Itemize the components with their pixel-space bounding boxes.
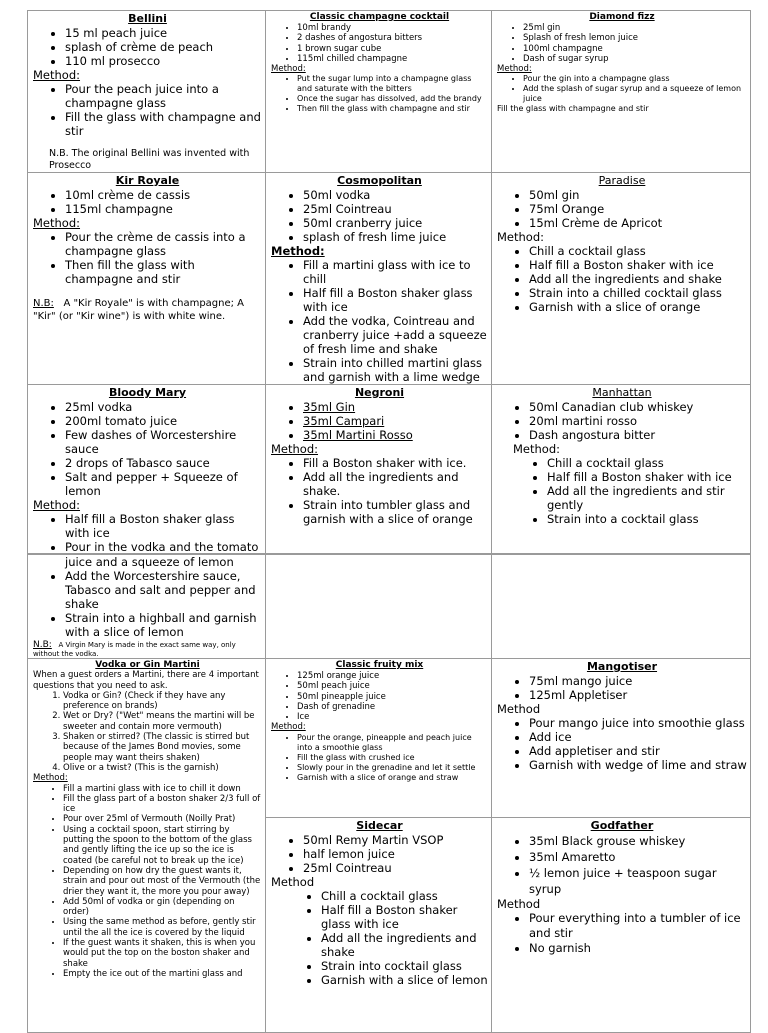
bellini-method-label: Method: bbox=[33, 68, 81, 82]
list-item: • 115ml chilled champagne bbox=[297, 54, 488, 64]
list-item: • Then fill the glass with champagne and stir bbox=[65, 258, 262, 286]
empty-cell bbox=[492, 554, 751, 659]
list-item: • 25ml vodka bbox=[65, 400, 262, 414]
bloody-mary-note bbox=[33, 641, 262, 658]
list-item: • Put the sugar lump into a champagne glass and saturate with the bitters bbox=[297, 74, 488, 94]
classic-champagne-method bbox=[271, 74, 488, 114]
list-item: • Once the sugar has dissolved, add the brandy bbox=[297, 94, 488, 104]
martini-title: Vodka or Gin Martini bbox=[95, 660, 200, 670]
cosmopolitan-cell bbox=[266, 173, 492, 385]
classic-fruity-title: Classic fruity mix bbox=[335, 660, 424, 670]
diamond-fizz-method bbox=[497, 74, 747, 104]
list-item: • Pour mango juice into smoothie glass bbox=[529, 716, 747, 730]
diamond-fizz-method-label: Method: bbox=[497, 64, 532, 75]
bloody-mary-method-label: Method: bbox=[33, 498, 81, 512]
kir-royale-title: Kir Royale bbox=[115, 174, 180, 187]
list-item: • Garnish with a slice of orange bbox=[529, 300, 747, 314]
list-item: • Fill the glass part of a boston shaker 2/3 full of ice bbox=[63, 794, 262, 815]
list-item: • Splash of fresh lemon juice bbox=[523, 33, 747, 43]
godfather-method bbox=[497, 911, 747, 956]
list-item: • 125ml orange juice bbox=[297, 671, 488, 681]
sidecar-method bbox=[271, 889, 488, 987]
list-item: • 2 drops of Tabasco sauce bbox=[65, 456, 262, 470]
cosmopolitan-method bbox=[271, 258, 488, 384]
kir-royale-note bbox=[33, 298, 262, 323]
list-item: • Fill a martini glass with ice to chill it down bbox=[63, 784, 262, 794]
list-item: • Fill the glass with crushed ice bbox=[297, 753, 488, 763]
manhattan-title: Manhattan bbox=[592, 386, 652, 399]
list-item: • Pour in the vodka and the tomato bbox=[65, 540, 262, 554]
godfather-cell bbox=[492, 818, 751, 1033]
martini-cell bbox=[28, 659, 266, 1033]
list-item: • Dash angostura bitter bbox=[529, 428, 747, 442]
list-item: • splash of crème de peach bbox=[65, 40, 262, 54]
godfather-title: Godfather bbox=[590, 819, 654, 832]
list-item: • 35ml Gin bbox=[303, 400, 488, 414]
kir-royale-note-text: A "Kir Royale" is with champagne; A "Kir" (or "Kir wine") is with white wine. bbox=[33, 298, 245, 322]
list-item: • Few dashes of Worcestershire sauce bbox=[65, 428, 262, 456]
list-item: • Chill a cocktail glass bbox=[529, 244, 747, 258]
list-item: • Half fill a Boston shaker glass with ice bbox=[65, 512, 262, 540]
list-item: • 35ml Martini Rosso bbox=[303, 428, 488, 442]
list-item: • Then fill the glass with champagne and stir bbox=[297, 104, 488, 114]
bellini-title: Bellini bbox=[128, 12, 167, 25]
negroni-method bbox=[271, 456, 488, 526]
sidecar-ingredients bbox=[271, 833, 488, 875]
list-item: • Strain into a chilled cocktail glass bbox=[529, 286, 747, 300]
list-item: • Pour the crème de cassis into a champagne glass bbox=[65, 230, 262, 258]
list-item: • Dash of sugar syrup bbox=[523, 54, 747, 64]
manhattan-method bbox=[497, 456, 747, 526]
cosmopolitan-ingredients bbox=[271, 188, 488, 244]
list-item: • 115ml champagne bbox=[65, 202, 262, 216]
classic-fruity-method bbox=[271, 733, 488, 783]
diamond-fizz-tail: Fill the glass with champagne and stir bbox=[497, 104, 649, 114]
classic-champagne-method-label: Method: bbox=[271, 64, 306, 75]
classic-champagne-title: Classic champagne cocktail bbox=[309, 12, 450, 22]
list-item: • Ice bbox=[297, 712, 488, 722]
bloody-mary-title: Bloody Mary bbox=[108, 386, 187, 399]
list-item: • 25ml Cointreau bbox=[303, 861, 488, 875]
manhattan-ingredients bbox=[497, 400, 747, 442]
negroni-cell bbox=[266, 385, 492, 555]
negroni-title: Negroni bbox=[354, 386, 405, 399]
list-item: • Add 50ml of vodka or gin (depending on order) bbox=[63, 897, 262, 918]
list-item: • Pour the orange, pineapple and peach juice into a smoothie glass bbox=[297, 733, 488, 753]
kir-royale-note-label: N.B: bbox=[33, 298, 54, 309]
list-item: • 75ml mango juice bbox=[529, 674, 747, 688]
sidecar-method-label: Method bbox=[271, 875, 315, 889]
list-item: • 10ml brandy bbox=[297, 23, 488, 33]
bellini-note: N.B. The original Bellini was invented with Prosecco bbox=[49, 148, 250, 171]
list-item: • Strain into chilled martini glass and garnish with a lime wedge bbox=[303, 356, 488, 384]
paradise-method-label: Method: bbox=[497, 230, 545, 244]
list-item: • 110 ml prosecco bbox=[65, 54, 262, 68]
list-item: • Strain into a cocktail glass bbox=[547, 512, 747, 526]
diamond-fizz-ingredients bbox=[497, 23, 747, 64]
mangotiser-cell bbox=[492, 659, 751, 818]
mangotiser-ingredients bbox=[497, 674, 747, 702]
list-item: • Half fill a Boston shaker with ice bbox=[529, 258, 747, 272]
mangotiser-method-label: Method bbox=[497, 702, 541, 716]
recipe-table-page-2 bbox=[27, 553, 751, 1033]
bloody-mary-continued-text: juice and a squeeze of lemon bbox=[65, 555, 234, 569]
list-item: • Depending on how dry the guest wants it, strain and pour out most of the Vermouth (the drier they want it, the more you pour away) bbox=[63, 866, 262, 897]
sidecar-title: Sidecar bbox=[356, 819, 403, 832]
list-item: • Strain into tumbler glass and garnish with a slice of orange bbox=[303, 498, 488, 526]
list-item: • 20ml martini rosso bbox=[529, 414, 747, 428]
list-item: 3. Shaken or stirred? (The classic is stirred but because of the James Bond movies, some people may want theirs shaken) bbox=[63, 732, 262, 763]
bloody-mary-continued-method bbox=[33, 569, 262, 639]
negroni-method-label: Method: bbox=[271, 442, 319, 456]
classic-fruity-cell bbox=[266, 659, 492, 818]
kir-royale-method bbox=[33, 230, 262, 286]
mangotiser-method bbox=[497, 716, 747, 772]
bloody-mary-continued-cell bbox=[28, 554, 266, 659]
list-item: • Dash of grenadine bbox=[297, 702, 488, 712]
kir-royale-ingredients bbox=[33, 188, 262, 216]
bellini-cell bbox=[28, 11, 266, 173]
negroni-ingredients bbox=[271, 400, 488, 442]
list-item: • 200ml tomato juice bbox=[65, 414, 262, 428]
list-item: • Add all the ingredients and shake bbox=[321, 931, 488, 959]
list-item: • 75ml Orange bbox=[529, 202, 747, 216]
list-item: • Empty the ice out of the martini glass and bbox=[63, 969, 262, 979]
list-item: • Using a cocktail spoon, start stirring by putting the spoon to the bottom of the glass and gently lifting the ice up so the ice is coated (be careful not to break up the ice) bbox=[63, 825, 262, 866]
list-item: • 1 brown sugar cube bbox=[297, 44, 488, 54]
paradise-cell bbox=[492, 173, 751, 385]
godfather-ingredients bbox=[497, 833, 747, 897]
list-item: • 35ml Black grouse whiskey bbox=[529, 833, 747, 849]
list-item: • Pour the peach juice into a champagne glass bbox=[65, 82, 262, 110]
list-item: • Pour over 25ml of Vermouth (Noilly Prat) bbox=[63, 814, 262, 824]
paradise-method bbox=[497, 244, 747, 314]
empty-cell bbox=[266, 554, 492, 659]
martini-questions bbox=[33, 691, 262, 773]
list-item: • Garnish with a slice of lemon bbox=[321, 973, 488, 987]
list-item: • Fill the glass with champagne and stir bbox=[65, 110, 262, 138]
list-item: • 2 dashes of angostura bitters bbox=[297, 33, 488, 43]
bellini-ingredients bbox=[33, 26, 262, 68]
list-item: • Fill a martini glass with ice to chill bbox=[303, 258, 488, 286]
list-item: • Chill a cocktail glass bbox=[321, 889, 488, 903]
paradise-title: Paradise bbox=[598, 174, 646, 187]
cosmopolitan-title: Cosmopolitan bbox=[337, 174, 422, 187]
classic-fruity-method-label: Method: bbox=[271, 722, 306, 733]
list-item: • Add the splash of sugar syrup and a squeeze of lemon juice bbox=[523, 84, 747, 104]
classic-champagne-cell bbox=[266, 11, 492, 173]
list-item: • Add the Worcestershire sauce, Tabasco and salt and pepper and shake bbox=[65, 569, 262, 611]
list-item: • No garnish bbox=[529, 941, 747, 956]
list-item: • Strain into cocktail glass bbox=[321, 959, 488, 973]
list-item: • Strain into a highball and garnish with a slice of lemon bbox=[65, 611, 262, 639]
list-item: • 50ml cranberry juice bbox=[303, 216, 488, 230]
bloody-mary-method bbox=[33, 512, 262, 554]
diamond-fizz-title: Diamond fizz bbox=[589, 12, 655, 22]
list-item: • 35ml Amaretto bbox=[529, 849, 747, 865]
list-item: • Fill a Boston shaker with ice. bbox=[303, 456, 488, 470]
list-item: • If the guest wants it shaken, this is when you would put the top on the boston shaker and shake bbox=[63, 938, 262, 969]
list-item: • 125ml Appletiser bbox=[529, 688, 747, 702]
list-item: • Garnish with a slice of orange and straw bbox=[297, 773, 488, 783]
godfather-method-label: Method bbox=[497, 897, 541, 911]
martini-method bbox=[33, 784, 262, 980]
list-item: • 50ml Canadian club whiskey bbox=[529, 400, 747, 414]
bloody-mary-ingredients bbox=[33, 400, 262, 498]
classic-fruity-ingredients bbox=[271, 671, 488, 722]
martini-method-label: Method: bbox=[33, 773, 68, 784]
list-item: • 50ml vodka bbox=[303, 188, 488, 202]
list-item: • Chill a cocktail glass bbox=[547, 456, 747, 470]
list-item: • 50ml pineapple juice bbox=[297, 692, 488, 702]
list-item: • Pour the gin into a champagne glass bbox=[523, 74, 747, 84]
recipe-table-page-1 bbox=[27, 10, 751, 555]
list-item: • 50ml Remy Martin VSOP bbox=[303, 833, 488, 847]
list-item: • ½ lemon juice + teaspoon sugar syrup bbox=[529, 865, 747, 897]
list-item: • 35ml Campari bbox=[303, 414, 488, 428]
bellini-method bbox=[33, 82, 262, 138]
classic-champagne-ingredients bbox=[271, 23, 488, 64]
list-item: • Add the vodka, Cointreau and cranberry juice +add a squeeze of fresh lime and shake bbox=[303, 314, 488, 356]
sidecar-cell bbox=[266, 818, 492, 1033]
bloody-mary-note-label: N.B: bbox=[33, 640, 52, 650]
list-item: 1. Vodka or Gin? (Check if they have any preference on brands) bbox=[63, 691, 262, 712]
list-item: • 25ml gin bbox=[523, 23, 747, 33]
list-item: • 15ml Crème de Apricot bbox=[529, 216, 747, 230]
diamond-fizz-cell bbox=[492, 11, 751, 173]
kir-royale-method-label: Method: bbox=[33, 216, 81, 230]
cosmopolitan-method-label: Method: bbox=[271, 244, 325, 258]
list-item: • Half fill a Boston shaker with ice bbox=[547, 470, 747, 484]
list-item: • Add all the ingredients and shake. bbox=[303, 470, 488, 498]
manhattan-method-label: Method: bbox=[513, 442, 561, 456]
list-item: • Salt and pepper + Squeeze of lemon bbox=[65, 470, 262, 498]
bloody-mary-cell bbox=[28, 385, 266, 555]
list-item: • Slowly pour in the grenadine and let it settle bbox=[297, 763, 488, 773]
list-item: • Half fill a Boston shaker glass with ice bbox=[321, 903, 488, 931]
list-item: • Pour everything into a tumbler of ice and stir bbox=[529, 911, 747, 941]
list-item: • 50ml peach juice bbox=[297, 681, 488, 691]
list-item: • 15 ml peach juice bbox=[65, 26, 262, 40]
list-item: • Add appletiser and stir bbox=[529, 744, 747, 758]
kir-royale-cell bbox=[28, 173, 266, 385]
list-item: • 25ml Cointreau bbox=[303, 202, 488, 216]
martini-intro: When a guest orders a Martini, there are 4 important questions that you need to ask. bbox=[33, 670, 259, 691]
list-item: 2. Wet or Dry? ("Wet" means the martini will be sweeter and contain more vermouth) bbox=[63, 711, 262, 732]
list-item: • Using the same method as before, gently stir until the all the ice is covered by the liquid bbox=[63, 917, 262, 938]
paradise-ingredients bbox=[497, 188, 747, 230]
mangotiser-title: Mangotiser bbox=[586, 660, 658, 673]
manhattan-cell bbox=[492, 385, 751, 555]
list-item: • Add ice bbox=[529, 730, 747, 744]
list-item: • Half fill a Boston shaker glass with ice bbox=[303, 286, 488, 314]
list-item: 4. Olive or a twist? (This is the garnish) bbox=[63, 763, 262, 773]
list-item: • splash of fresh lime juice bbox=[303, 230, 488, 244]
list-item: • half lemon juice bbox=[303, 847, 488, 861]
bloody-mary-note-text: A Virgin Mary is made in the exact same way, only without the vodka. bbox=[33, 641, 236, 658]
list-item: • 50ml gin bbox=[529, 188, 747, 202]
list-item: • 100ml champagne bbox=[523, 44, 747, 54]
list-item: • Add all the ingredients and stir gently bbox=[547, 484, 747, 512]
list-item: • Garnish with wedge of lime and straw bbox=[529, 758, 747, 772]
list-item: • Add all the ingredients and shake bbox=[529, 272, 747, 286]
list-item: • 10ml crème de cassis bbox=[65, 188, 262, 202]
